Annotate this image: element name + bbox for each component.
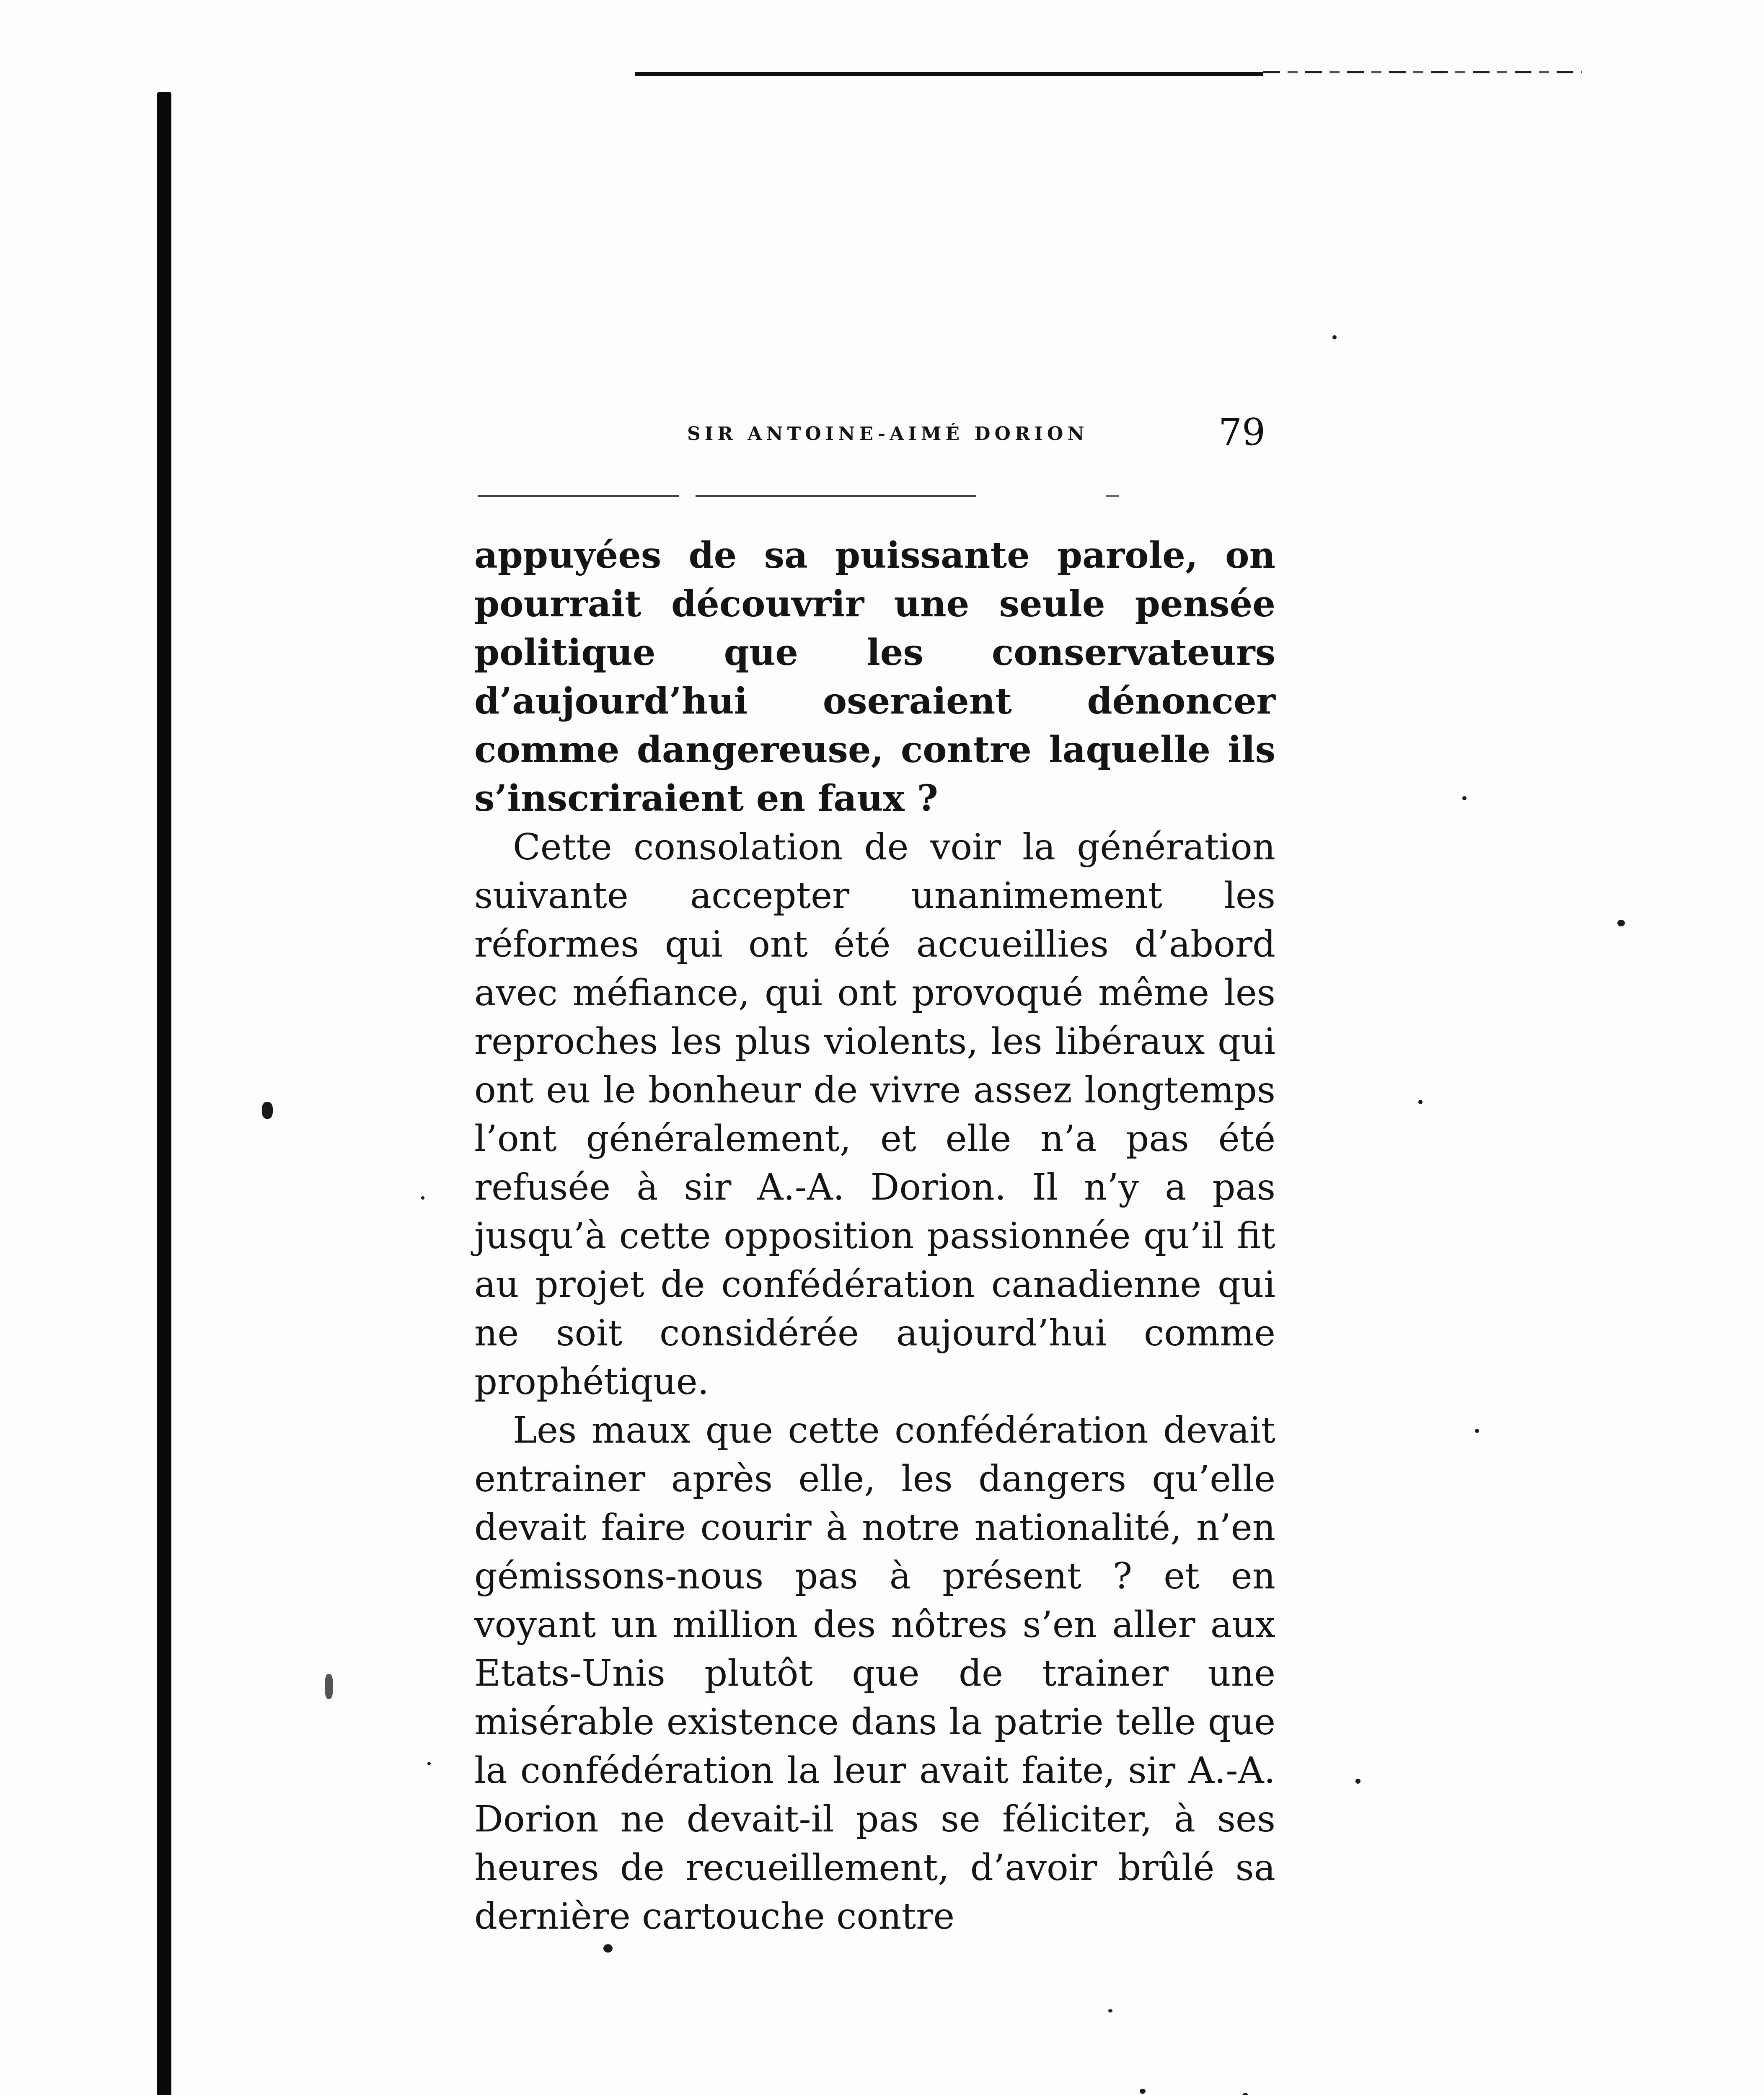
scan-speck [427,1762,431,1765]
paragraph: Les maux que cette confédération devait entrainer après elle, les dangers qu’elle devait faire courir à notre nationalité, n’en gémissons-nous pas à présent ? et en voyant un million des nôtres s’en aller aux Etats-Unis plutôt que de trainer une misérable existence dans la patrie telle que la confédération la leur avait faite, sir A.-A. Dorion ne devait-il pas se féliciter, à ses heures de recueillement, d’avoir brûlé sa dernière cartouche contre [474,1410,1275,1937]
scan-speck [1355,1779,1361,1784]
scan-speck [421,1196,424,1200]
binding-edge-line [157,92,171,2095]
scan-speck [1108,2009,1112,2012]
page-number: 79 [1218,411,1265,454]
running-head [478,411,1274,457]
paragraph: appuyées de sa puissante parole, on pourrait découvrir une seule pensée politique que les conservateurs d’aujourd’hui oseraient dénoncer comme dangereuse, contre laquelle ils s’inscriraient en faux ? [474,534,1275,820]
scan-speck [262,1102,273,1119]
body-text [474,531,1275,1941]
top-scan-rule [635,72,1263,76]
scan-speck [1242,2093,1248,2095]
scan-speck [1332,335,1337,339]
scan-speck [1418,1100,1423,1104]
header-rule [478,495,1274,497]
running-title: SIR ANTOINE-AIMÉ DORION [687,423,1089,445]
scan-speck [1140,2089,1146,2094]
scan-speck [325,1674,333,1699]
paragraph: Cette consolation de voir la génération suivante accepter unanimement les réformes qui ont été accueillies d’abord avec méfiance, qui ont provoqué même les reproches les plus violents, les libéraux qui ont eu le bonheur de vivre assez longtemps l’ont généralement, et elle n’a pas été refusée à sir A.-A. Dorion. Il n’y a pas jusqu’à cette opposition passionnée qu’il fit au projet de confédération canadienne qui ne soit considérée aujourd’hui comme prophétique. [474,826,1275,1403]
scan-speck [1475,1429,1479,1433]
scan-speck [603,1944,613,1953]
scan-speck [1462,796,1467,800]
top-scan-rule-fragment [1263,71,1582,73]
scan-speck [1617,920,1625,926]
